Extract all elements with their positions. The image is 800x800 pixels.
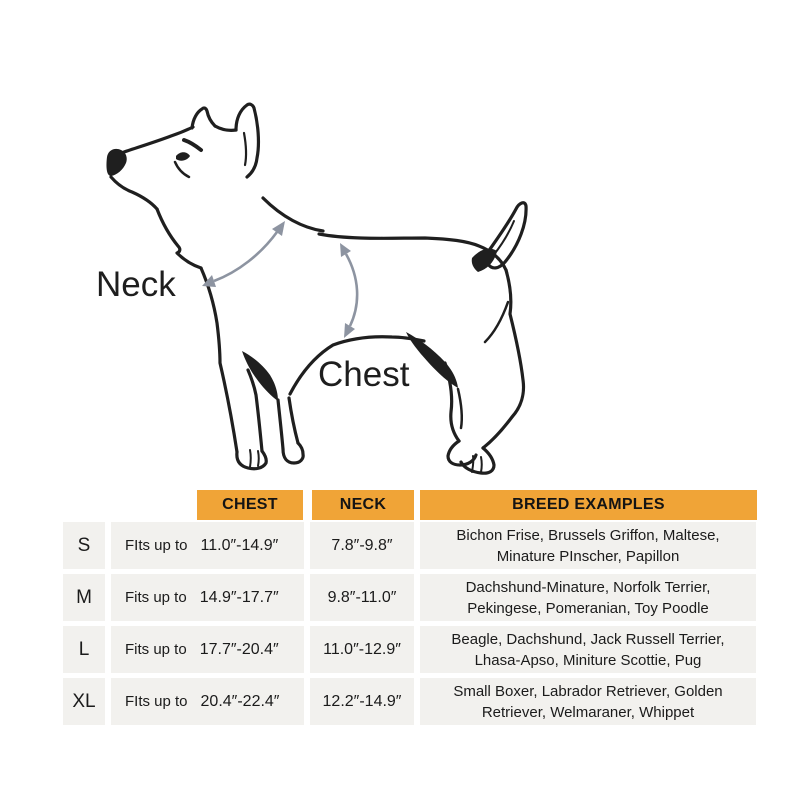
neck-range: 7.8″-9.8″ [310,522,414,569]
breed-examples [420,626,756,673]
fits-label: Fits up to [125,641,187,658]
table-row-s [63,522,757,569]
breed-line-2: Lhasa-Apso, Miniture Scottie, Pug [474,651,702,669]
table-row-xl [63,678,757,725]
size-cell: M [63,574,105,621]
chest-cell [111,626,304,673]
neck-measure-arrow [202,221,285,287]
breed-examples [420,678,756,725]
chest-range: 17.7″-20.4″ [199,640,279,658]
breeds-column-header: BREED EXAMPLES [420,490,757,520]
chest-label: Chest [318,355,410,394]
breed-line-1: Small Boxer, Labrador Retriever, Golden [453,682,723,700]
fits-label: FIts up to [125,537,188,554]
neck-range: 11.0″-12.9″ [310,626,414,673]
neck-range: 9.8″-11.0″ [310,574,414,621]
neck-column-header: NECK [312,490,414,520]
chest-cell [111,522,304,569]
breed-line-1: Dachshund-Minature, Norfolk Terrier, [465,578,711,596]
breed-line-2: Pekingese, Pomeranian, Toy Poodle [467,599,709,617]
neck-range: 12.2″-14.9″ [310,678,414,725]
chest-range: 20.4″-22.4″ [200,692,280,710]
breed-line-2: Retriever, Welmaraner, Whippet [481,703,695,721]
chest-column-header: CHEST [197,490,303,520]
chest-range: 11.0″-14.9″ [200,536,279,554]
breed-line-1: Beagle, Dachshund, Jack Russell Terrier, [451,630,725,648]
breed-line-2: Minature PInscher, Papillon [496,547,680,565]
breed-examples [420,522,756,569]
table-row-l [63,626,757,673]
size-cell: XL [63,678,105,725]
fits-label: Fits up to [125,589,187,606]
fits-label: FIts up to [125,693,188,710]
size-cell: L [63,626,105,673]
chest-range: 14.9″-17.7″ [199,588,279,606]
chest-measure-arrow [340,243,357,338]
neck-label: Neck [96,265,176,304]
size-table [63,522,757,725]
breed-line-1: Bichon Frise, Brussels Griffon, Maltese, [456,526,720,544]
table-row-m [63,574,757,621]
chest-cell [111,574,304,621]
breed-examples [420,574,756,621]
chest-cell [111,678,304,725]
size-cell: S [63,522,105,569]
